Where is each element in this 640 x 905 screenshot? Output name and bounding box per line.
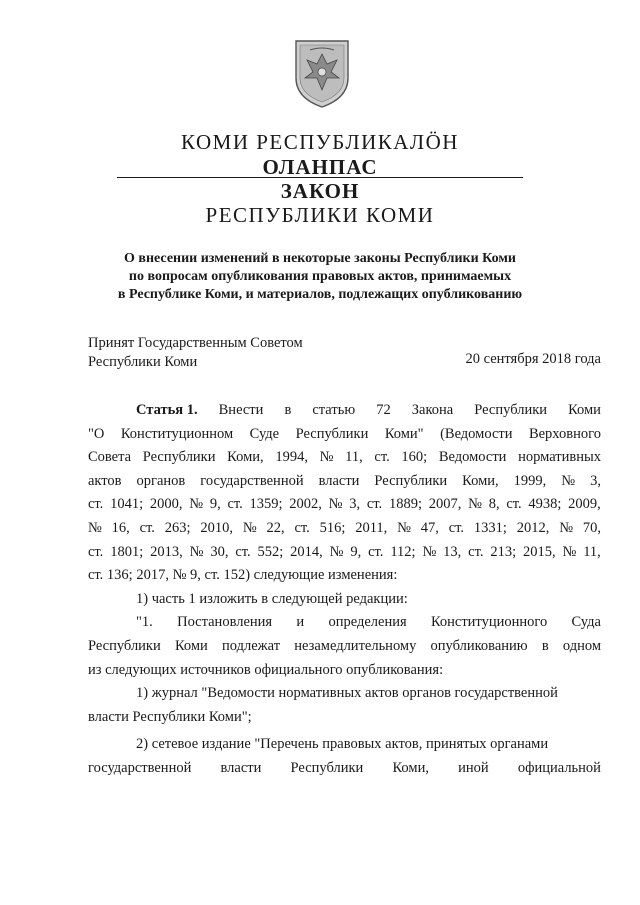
word: незамедлительному	[294, 637, 417, 654]
word: Коми	[568, 402, 601, 418]
word: подлежат	[221, 637, 281, 654]
word: ст.	[294, 519, 310, 536]
text-line	[88, 517, 601, 541]
word: №	[88, 519, 102, 536]
coat-of-arms-icon	[293, 38, 351, 110]
item-line: 1) часть 1 изложить в следующей редакции:	[136, 590, 408, 607]
word: 1994,	[275, 449, 308, 466]
adoption-note	[88, 334, 303, 372]
word: 3,	[349, 496, 361, 513]
word: 213;	[490, 543, 517, 560]
word: Закона	[411, 402, 454, 418]
word: 13,	[443, 543, 462, 560]
word: "О	[88, 425, 105, 442]
word: 1999,	[513, 472, 547, 489]
text-line	[88, 423, 601, 447]
adoption-line: Принят Государственным Советом	[88, 335, 303, 351]
word: официальной	[517, 759, 601, 776]
word: 263;	[164, 519, 191, 536]
word: 1801;	[110, 543, 144, 560]
article-label: Статья 1.	[136, 402, 198, 418]
word: Внести	[218, 402, 264, 418]
text-line	[88, 493, 601, 517]
law-body	[88, 399, 601, 781]
word: №	[559, 519, 574, 536]
word: и	[296, 614, 305, 631]
word: в	[541, 637, 549, 654]
word: 22,	[266, 519, 285, 536]
word: 30,	[210, 543, 229, 560]
word: Республики	[142, 449, 216, 466]
text-line	[88, 757, 601, 781]
word: в	[284, 402, 292, 418]
word: 2009,	[568, 496, 601, 513]
law-title-line: в Республике Коми, и материалов, подлежащих опубликованию	[117, 287, 523, 302]
word: ст.	[366, 496, 383, 513]
word: 16,	[111, 519, 130, 536]
word: №	[328, 496, 343, 513]
word: Верховного	[528, 425, 601, 442]
word: ст.	[139, 519, 155, 536]
word: 8,	[488, 496, 500, 513]
word: власти	[318, 472, 360, 489]
word: ст.	[235, 543, 251, 560]
word: 2002,	[289, 496, 322, 513]
word: Коми,	[462, 472, 499, 489]
word: Республики	[474, 402, 548, 418]
word: №	[561, 472, 576, 489]
law-title	[60, 250, 580, 304]
word: одном	[562, 637, 601, 654]
text-line	[88, 541, 601, 565]
word: 112;	[390, 543, 416, 560]
word: 2007,	[428, 496, 462, 513]
word: 72	[376, 402, 391, 418]
word: 1359;	[249, 496, 283, 513]
word: 47,	[420, 519, 439, 536]
word: 2012,	[516, 519, 550, 536]
word: органов	[136, 472, 186, 489]
word: Республики	[374, 472, 448, 489]
text-line	[88, 470, 601, 494]
law-title-line: О внесении изменений в некоторые законы Республики Коми	[124, 251, 516, 266]
word: государственной	[88, 759, 192, 776]
word: 2013,	[150, 543, 183, 560]
word: Постановления	[177, 614, 273, 631]
word: статью	[312, 402, 356, 418]
text-line: 1) журнал "Ведомости нормативных актов органов государственной	[136, 685, 558, 702]
word: 9,	[209, 496, 221, 513]
word: 11,	[583, 543, 601, 560]
word: ст.	[227, 496, 243, 513]
word: №	[397, 519, 411, 536]
header-komi-republic: КОМИ РЕСПУБЛИКАЛӦН	[181, 130, 459, 154]
text-line	[88, 446, 601, 470]
word: 1331;	[473, 519, 507, 536]
word: Республики	[295, 425, 369, 442]
header-olanpas: ОЛАНПАС	[262, 155, 378, 179]
word: 4938;	[528, 496, 562, 513]
word: 2010,	[200, 519, 233, 536]
word: 1041;	[110, 496, 144, 513]
word: ст.	[506, 496, 522, 513]
text-line: ст. 136; 2017, № 9, ст. 152) следующие изменения:	[88, 567, 398, 584]
word: №	[422, 543, 437, 560]
word: 2000,	[149, 496, 183, 513]
word: ст.	[368, 543, 384, 560]
law-title-line: по вопросам опубликования правовых актов, принимаемых	[128, 269, 512, 284]
word: Коми"	[384, 425, 424, 442]
word: иной	[458, 759, 489, 776]
article-first-line	[88, 399, 601, 423]
adoption-line: Республики Коми	[88, 354, 198, 370]
word: Суда	[571, 614, 601, 631]
word: ст.	[468, 543, 484, 560]
word: 9,	[350, 543, 362, 560]
word: Конституционного	[430, 614, 548, 631]
word: 3,	[590, 472, 601, 489]
word: №	[189, 543, 204, 560]
word: 516;	[319, 519, 346, 536]
word: государственной	[200, 472, 304, 489]
word: ст.	[88, 496, 104, 513]
word: 2011,	[355, 519, 388, 536]
word: Ведомости	[438, 449, 507, 466]
adoption-date: 20 сентября 2018 года	[465, 351, 601, 367]
header-divider	[117, 177, 523, 178]
word: 11,	[345, 449, 363, 466]
word: (Ведомости	[440, 425, 513, 442]
word: 2014,	[290, 543, 323, 560]
word: Коми,	[227, 449, 264, 466]
word: 552;	[257, 543, 284, 560]
word: Республики	[88, 637, 161, 654]
word: 160;	[401, 449, 428, 466]
quote-first-line	[88, 611, 601, 635]
word: 1889;	[388, 496, 422, 513]
header-respubliki-komi: РЕСПУБЛИКИ КОМИ	[205, 203, 435, 227]
word: Коми,	[392, 759, 429, 776]
word: Конституционном	[120, 425, 234, 442]
text-line: власти Республики Коми";	[88, 708, 252, 725]
word: №	[329, 543, 344, 560]
word: Суде	[249, 425, 280, 442]
word: №	[242, 519, 257, 536]
word: Совета	[88, 449, 132, 466]
word: №	[319, 449, 334, 466]
word: Коми	[174, 637, 208, 654]
text-line: из следующих источников официального опубликования:	[88, 661, 444, 678]
word: актов	[88, 472, 122, 489]
word: 70,	[582, 519, 601, 536]
word: №	[562, 543, 577, 560]
word: ст.	[374, 449, 390, 466]
word: нормативных	[518, 449, 601, 466]
word: власти	[220, 759, 262, 776]
word: ст.	[448, 519, 465, 536]
word: Республики	[290, 759, 364, 776]
word: опубликованию	[430, 637, 528, 654]
word: 2015,	[523, 543, 556, 560]
word: №	[189, 496, 204, 513]
word: №	[468, 496, 482, 513]
header-zakon: ЗАКОН	[280, 179, 360, 203]
word: ст.	[88, 543, 104, 560]
text-line	[88, 635, 601, 659]
word: определения	[328, 614, 407, 631]
word: "1.	[136, 614, 153, 631]
text-line: 2) сетевое издание "Перечень правовых актов, принятых органами	[136, 736, 549, 753]
